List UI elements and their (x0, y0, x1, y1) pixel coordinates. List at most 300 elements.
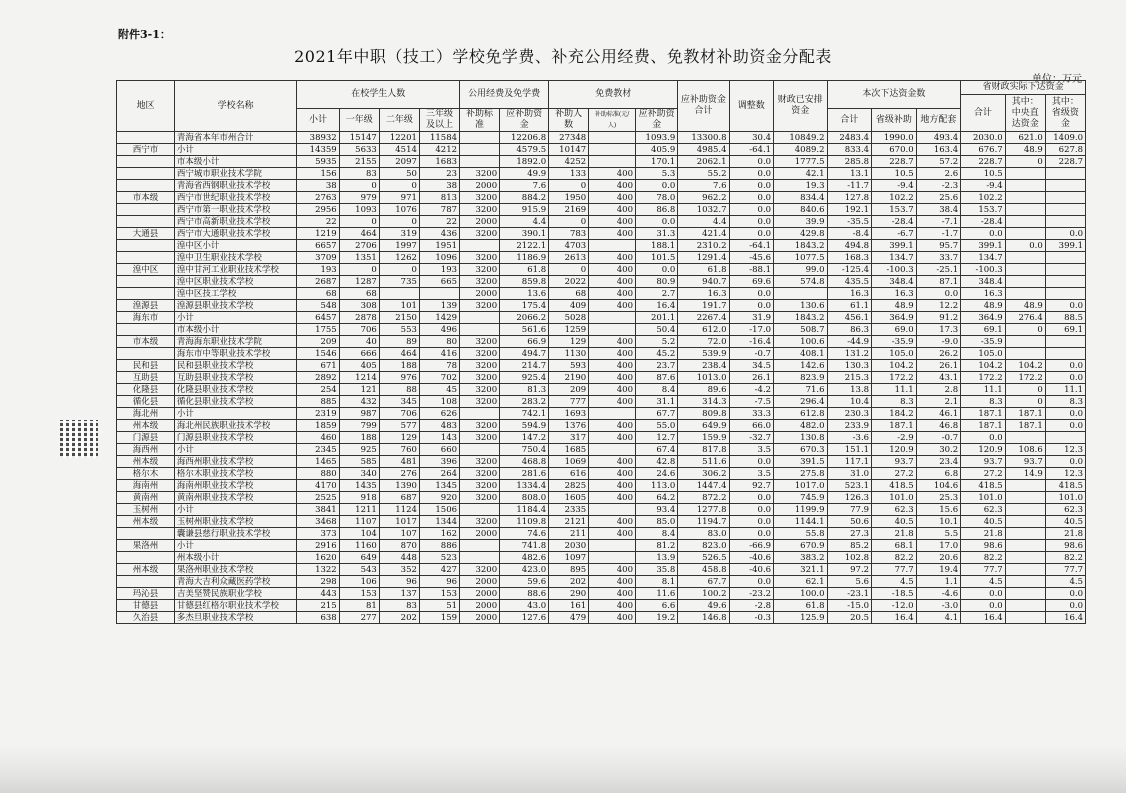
value-cell: 1546 (297, 348, 339, 360)
value-cell: 12.7 (635, 432, 677, 444)
value-cell: 408.1 (774, 348, 827, 360)
value-cell: 172.2 (872, 372, 917, 384)
school-cell: 青海大吉利众藏医药学校 (174, 576, 297, 588)
value-cell: 104.2 (872, 360, 917, 372)
value-cell: 626 (419, 408, 459, 420)
value-cell: 163.4 (916, 144, 961, 156)
value-cell: 741.8 (500, 540, 549, 552)
value-cell: 496 (419, 324, 459, 336)
value-cell: 16.3 (961, 288, 1006, 300)
header-prov: 省财政实际下达资金 (961, 81, 1086, 95)
value-cell: 574.8 (774, 276, 827, 288)
value-cell (460, 156, 500, 168)
school-cell: 门源县职业技术学校 (174, 432, 297, 444)
value-cell: 6.8 (916, 468, 961, 480)
value-cell: 760 (379, 444, 419, 456)
value-cell: 55.0 (635, 420, 677, 432)
value-cell: 159 (419, 612, 459, 624)
value-cell: 102.2 (961, 192, 1006, 204)
value-cell: 481 (379, 456, 419, 468)
value-cell: 3709 (297, 252, 339, 264)
value-cell: 87.6 (635, 372, 677, 384)
header-this-round: 本次下达资金数 (827, 81, 961, 109)
value-cell: -12.0 (872, 600, 917, 612)
value-cell: -17.0 (729, 324, 774, 336)
school-cell: 西宁市第一职业技术学校 (174, 204, 297, 216)
value-cell: 214.7 (500, 360, 549, 372)
school-cell: 互助县职业技术学校 (174, 372, 297, 384)
value-cell: 409 (549, 300, 589, 312)
value-cell: 400 (589, 192, 636, 204)
value-cell: -16.4 (729, 336, 774, 348)
value-cell: 0 (339, 180, 379, 192)
value-cell: 649.9 (678, 420, 729, 432)
value-cell: 134.7 (961, 252, 1006, 264)
value-cell: 817.8 (678, 444, 729, 456)
value-cell: 105.0 (872, 348, 917, 360)
value-cell: 1843.2 (774, 240, 827, 252)
value-cell: 10.1 (916, 516, 961, 528)
value-cell: 1219 (297, 228, 339, 240)
table-row (117, 492, 1086, 504)
value-cell: 399.1 (1045, 240, 1085, 252)
value-cell: 0 (379, 180, 419, 192)
value-cell: 616 (549, 468, 589, 480)
value-cell: 745.9 (774, 492, 827, 504)
value-cell: -25.1 (916, 264, 961, 276)
table-row (117, 612, 1086, 624)
value-cell: 3200 (460, 168, 500, 180)
table-row (117, 516, 1086, 528)
value-cell: -40.6 (729, 564, 774, 576)
table-row (117, 396, 1086, 408)
value-cell: 276.4 (1005, 312, 1045, 324)
value-cell: 201.1 (635, 312, 677, 324)
value-cell: 1351 (339, 252, 379, 264)
value-cell: 153 (419, 588, 459, 600)
value-cell: -7.1 (916, 216, 961, 228)
value-cell (1045, 348, 1085, 360)
value-cell: 5.6 (827, 576, 872, 588)
value-cell (1045, 216, 1085, 228)
value-cell: 670.9 (774, 540, 827, 552)
value-cell (1045, 264, 1085, 276)
value-cell: 885 (297, 396, 339, 408)
value-cell: 80.9 (635, 276, 677, 288)
region-cell: 海南州 (117, 480, 175, 492)
value-cell: 2030.0 (961, 132, 1006, 144)
value-cell: 429.8 (774, 228, 827, 240)
school-cell: 西宁市大通职业技术学校 (174, 228, 297, 240)
value-cell: 456.1 (827, 312, 872, 324)
value-cell: 880 (297, 468, 339, 480)
value-cell: 0 (1005, 156, 1045, 168)
table-row (117, 408, 1086, 420)
value-cell: 2000 (460, 216, 500, 228)
school-cell: 海南州职业技术学校 (174, 480, 297, 492)
value-cell: 511.6 (678, 456, 729, 468)
value-cell: 254 (297, 384, 339, 396)
value-cell: 390.1 (500, 228, 549, 240)
value-cell: 400 (589, 528, 636, 540)
value-cell: 40.5 (1045, 516, 1085, 528)
region-cell (117, 204, 175, 216)
value-cell: 49.9 (500, 168, 549, 180)
value-cell: 399.1 (872, 240, 917, 252)
value-cell: 99.0 (774, 264, 827, 276)
value-cell: 38.4 (916, 204, 961, 216)
value-cell: 421.4 (678, 228, 729, 240)
value-cell: 1685 (549, 444, 589, 456)
value-cell: 130.3 (827, 360, 872, 372)
value-cell: 1077.5 (774, 252, 827, 264)
value-cell: 61.8 (678, 264, 729, 276)
school-cell: 市本级小计 (174, 156, 297, 168)
value-cell: 400 (589, 360, 636, 372)
table-row (117, 576, 1086, 588)
value-cell: -4.2 (729, 384, 774, 396)
value-cell: 121 (339, 384, 379, 396)
table-row (117, 180, 1086, 192)
value-cell: 81.2 (635, 540, 677, 552)
value-cell: 98.6 (1045, 540, 1085, 552)
value-cell: 0 (1005, 324, 1045, 336)
value-cell: 348.4 (872, 276, 917, 288)
value-cell: 2706 (339, 240, 379, 252)
value-cell: 187.1 (1005, 408, 1045, 420)
value-cell: 493.4 (916, 132, 961, 144)
value-cell: 2066.2 (500, 312, 549, 324)
value-cell (1005, 168, 1045, 180)
value-cell: 12.2 (916, 300, 961, 312)
value-cell: 62.3 (872, 504, 917, 516)
value-cell: 78 (419, 360, 459, 372)
value-cell (1005, 264, 1045, 276)
value-cell: 66.9 (500, 336, 549, 348)
value-cell: 5.2 (635, 336, 677, 348)
value-cell: 68 (297, 288, 339, 300)
value-cell: 13.1 (827, 168, 872, 180)
value-cell: 1345 (419, 480, 459, 492)
value-cell: 813 (419, 192, 459, 204)
value-cell: 400 (589, 492, 636, 504)
value-cell: 77.7 (961, 564, 1006, 576)
region-cell: 西宁市 (117, 144, 175, 156)
value-cell: 209 (549, 384, 589, 396)
value-cell (1005, 192, 1045, 204)
value-cell: 2.8 (916, 384, 961, 396)
value-cell: 400 (589, 456, 636, 468)
value-cell: 3.5 (729, 444, 774, 456)
value-cell: 823.0 (678, 540, 729, 552)
value-cell: 3468 (297, 516, 339, 528)
value-cell: 0.0 (635, 180, 677, 192)
region-cell: 大通县 (117, 228, 175, 240)
value-cell: 5028 (549, 312, 589, 324)
value-cell: 238.4 (678, 360, 729, 372)
value-cell: 16.4 (635, 300, 677, 312)
value-cell: 427 (419, 564, 459, 576)
school-cell: 小计 (174, 540, 297, 552)
value-cell: 187.1 (961, 420, 1006, 432)
value-cell: 2030 (549, 540, 589, 552)
value-cell: 987 (339, 408, 379, 420)
value-cell: 526.5 (678, 552, 729, 564)
value-cell: 146.8 (678, 612, 729, 624)
value-cell: 3200 (460, 300, 500, 312)
value-cell: 153.7 (872, 204, 917, 216)
school-cell: 西宁市世纪职业技术学校 (174, 192, 297, 204)
value-cell: 443 (297, 588, 339, 600)
header-grade3: 三年级及以上 (419, 109, 459, 132)
table-row (117, 528, 1086, 540)
value-cell: 400 (589, 468, 636, 480)
table-row (117, 240, 1086, 252)
table-row (117, 312, 1086, 324)
value-cell: 1605 (549, 492, 589, 504)
value-cell: 621.0 (1005, 132, 1045, 144)
table-row (117, 348, 1086, 360)
value-cell: 61.8 (774, 600, 827, 612)
value-cell: 0.0 (1045, 360, 1085, 372)
value-cell: -66.9 (729, 540, 774, 552)
value-cell: 0.0 (729, 168, 774, 180)
value-cell: 0.0 (961, 432, 1006, 444)
region-cell (117, 576, 175, 588)
value-cell: 104.2 (1005, 360, 1045, 372)
value-cell: 188 (379, 360, 419, 372)
scan-shadow (0, 745, 1126, 793)
value-cell: 400 (589, 204, 636, 216)
region-cell (117, 276, 175, 288)
value-cell: 130.8 (774, 432, 827, 444)
value-cell: 16.3 (827, 288, 872, 300)
value-cell: 3200 (460, 204, 500, 216)
value-cell: 808.0 (500, 492, 549, 504)
region-cell: 州本级 (117, 456, 175, 468)
value-cell: -40.6 (729, 552, 774, 564)
value-cell: 1124 (379, 504, 419, 516)
value-cell: 7.6 (678, 180, 729, 192)
value-cell: 82.2 (961, 552, 1006, 564)
value-cell: 2878 (339, 312, 379, 324)
value-cell: -3.6 (827, 432, 872, 444)
value-cell: 14.9 (1005, 468, 1045, 480)
value-cell: 0.0 (1045, 408, 1085, 420)
value-cell (1005, 528, 1045, 540)
value-cell: 35.8 (635, 564, 677, 576)
value-cell: 670.3 (774, 444, 827, 456)
value-cell: 120.9 (872, 444, 917, 456)
value-cell: 317 (549, 432, 589, 444)
value-cell: 0 (1005, 384, 1045, 396)
value-cell: 23 (419, 168, 459, 180)
value-cell: 296.4 (774, 396, 827, 408)
value-cell (589, 240, 636, 252)
school-cell: 湟中卫生职业技术学校 (174, 252, 297, 264)
value-cell: 48.9 (1005, 144, 1045, 156)
value-cell: 0.0 (635, 264, 677, 276)
school-cell: 海北州民族职业技术学校 (174, 420, 297, 432)
value-cell: 1259 (549, 324, 589, 336)
value-cell: 83 (379, 600, 419, 612)
value-cell: -44.9 (827, 336, 872, 348)
value-cell (1005, 228, 1045, 240)
value-cell: 859.8 (500, 276, 549, 288)
table-row (117, 588, 1086, 600)
value-cell: 233.9 (827, 420, 872, 432)
value-cell: 494.7 (500, 348, 549, 360)
value-cell (460, 504, 500, 516)
region-cell: 化隆县 (117, 384, 175, 396)
value-cell: 81 (339, 600, 379, 612)
value-cell (589, 324, 636, 336)
value-cell: 16.3 (872, 288, 917, 300)
value-cell: 0 (1005, 396, 1045, 408)
value-cell: 38 (297, 180, 339, 192)
region-cell: 湟中区 (117, 264, 175, 276)
value-cell (1045, 168, 1085, 180)
value-cell: 285.8 (827, 156, 872, 168)
region-cell (117, 552, 175, 564)
allocation-table (116, 80, 1086, 624)
value-cell: 74.6 (500, 528, 549, 540)
value-cell: 20.6 (916, 552, 961, 564)
value-cell (460, 540, 500, 552)
value-cell: 1843.2 (774, 312, 827, 324)
value-cell: 2169 (549, 204, 589, 216)
value-cell: 215 (297, 600, 339, 612)
value-cell: 400 (589, 420, 636, 432)
value-cell: 649 (339, 552, 379, 564)
value-cell: 561.6 (500, 324, 549, 336)
value-cell: 840.6 (774, 204, 827, 216)
value-cell: 0.0 (729, 216, 774, 228)
value-cell: 86.3 (827, 324, 872, 336)
value-cell: 399.1 (961, 240, 1006, 252)
value-cell: 4170 (297, 480, 339, 492)
value-cell: 750.4 (500, 444, 549, 456)
value-cell: 129 (549, 336, 589, 348)
school-cell: 西宁市高新职业技术学校 (174, 216, 297, 228)
value-cell (1005, 576, 1045, 588)
value-cell: 0.0 (729, 516, 774, 528)
value-cell: 8.3 (961, 396, 1006, 408)
value-cell: 19.4 (916, 564, 961, 576)
value-cell: 539.9 (678, 348, 729, 360)
value-cell: 51 (419, 600, 459, 612)
value-cell: 40.5 (872, 516, 917, 528)
value-cell: 104.2 (961, 360, 1006, 372)
value-cell: 2.1 (916, 396, 961, 408)
value-cell: 340 (339, 468, 379, 480)
value-cell: 553 (379, 324, 419, 336)
value-cell: 1076 (379, 204, 419, 216)
value-cell: 400 (589, 396, 636, 408)
value-cell: 69.6 (729, 276, 774, 288)
value-cell: -2.3 (916, 180, 961, 192)
value-cell: 67.7 (678, 576, 729, 588)
value-cell: 416 (419, 348, 459, 360)
table-row (117, 420, 1086, 432)
value-cell: 15.6 (916, 504, 961, 516)
value-cell (589, 504, 636, 516)
value-cell: 15147 (339, 132, 379, 144)
value-cell: 345 (379, 396, 419, 408)
value-cell: -100.3 (961, 264, 1006, 276)
value-cell: 1130 (549, 348, 589, 360)
region-cell (117, 240, 175, 252)
value-cell (1005, 600, 1045, 612)
table-row (117, 552, 1086, 564)
region-cell (117, 168, 175, 180)
value-cell: 783 (549, 228, 589, 240)
value-cell: 577 (379, 420, 419, 432)
value-cell: 400 (589, 264, 636, 276)
value-cell: 82.2 (872, 552, 917, 564)
table-row (117, 468, 1086, 480)
value-cell: 23.4 (916, 456, 961, 468)
value-cell: -64.1 (729, 240, 774, 252)
value-cell: 940.7 (678, 276, 729, 288)
value-cell: 290 (549, 588, 589, 600)
region-cell (117, 252, 175, 264)
value-cell: 24.6 (635, 468, 677, 480)
value-cell: 14359 (297, 144, 339, 156)
value-cell: 400 (589, 168, 636, 180)
school-cell: 民和县职业技术学校 (174, 360, 297, 372)
school-cell: 小计 (174, 504, 297, 516)
value-cell: 2892 (297, 372, 339, 384)
value-cell: 131.2 (827, 348, 872, 360)
value-cell: 364.9 (872, 312, 917, 324)
value-cell: 1017.0 (774, 480, 827, 492)
value-cell: 612.0 (678, 324, 729, 336)
value-cell: 1620 (297, 552, 339, 564)
value-cell: 61.1 (827, 300, 872, 312)
value-cell: 77.7 (872, 564, 917, 576)
value-cell: 8.4 (635, 384, 677, 396)
qr-code-overlay (60, 420, 98, 458)
value-cell: 886 (419, 540, 459, 552)
value-cell: 872.2 (678, 492, 729, 504)
table-row (117, 432, 1086, 444)
header-tb-people: 补助人数 (549, 109, 589, 132)
school-cell: 市本级小计 (174, 324, 297, 336)
value-cell: 1447.4 (678, 480, 729, 492)
value-cell (589, 132, 636, 144)
value-cell: 494.8 (827, 240, 872, 252)
value-cell: 0.0 (729, 192, 774, 204)
value-cell: 127.6 (500, 612, 549, 624)
school-cell: 玉树州职业技术学校 (174, 516, 297, 528)
value-cell: 2687 (297, 276, 339, 288)
value-cell: 4.5 (961, 576, 1006, 588)
value-cell: 0.0 (1045, 228, 1085, 240)
value-cell: 62.3 (1045, 504, 1085, 516)
value-cell: -23.1 (827, 588, 872, 600)
value-cell (1045, 180, 1085, 192)
header-arranged: 财政已安排资金 (774, 81, 827, 132)
value-cell: 418.5 (1045, 480, 1085, 492)
region-cell: 市本级 (117, 336, 175, 348)
value-cell: 48.9 (961, 300, 1006, 312)
value-cell (1005, 504, 1045, 516)
school-cell: 青海海东职业技术学院 (174, 336, 297, 348)
value-cell: 48.9 (872, 300, 917, 312)
school-cell: 果洛州职业技术学校 (174, 564, 297, 576)
value-cell: 88.5 (1045, 312, 1085, 324)
